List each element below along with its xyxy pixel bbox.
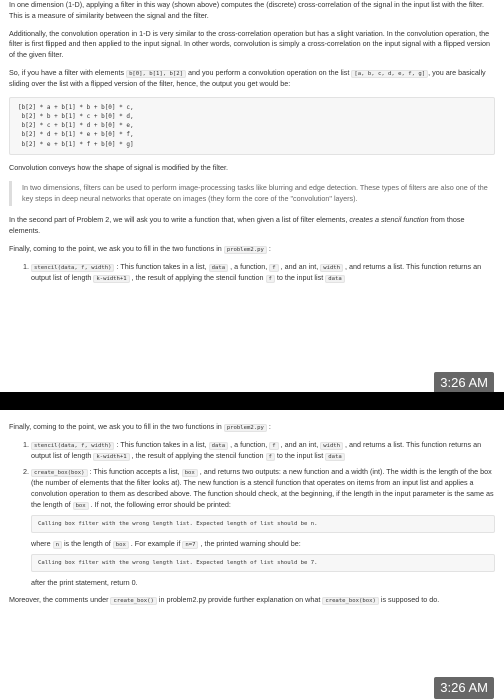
text: is supposed to do. <box>378 594 440 604</box>
intro-paragraph: In one dimension (1-D), applying a filter in this way (shown above) computes the (discrete) cross-correlation of the signal in the input list with the filter. This is a measure of similarity between the signal and the filter. <box>9 0 484 20</box>
after-text: after the print statement, return 0. <box>31 578 138 588</box>
text: : This function takes in a list, <box>114 261 209 271</box>
inline-code: f <box>266 275 275 283</box>
inline-code: box <box>113 541 129 549</box>
text: Finally, coming to the point, we ask you to fill in the two functions in <box>9 244 224 254</box>
text: and you perform a convolution operation on the list <box>185 67 352 77</box>
text: where <box>31 538 53 548</box>
text: , and an int, <box>278 439 321 449</box>
inline-code: data <box>209 442 228 450</box>
inline-code: f <box>269 442 278 450</box>
inline-code: problem2.py <box>224 424 267 432</box>
inline-code: b[0], b[1], b[2] <box>126 70 186 78</box>
text: : <box>266 244 271 254</box>
inline-code: f <box>269 264 278 272</box>
list-item-stencil <box>31 440 495 462</box>
inline-code: create_box() <box>110 597 156 605</box>
function-list <box>9 440 495 589</box>
inline-code: k-width+1 <box>93 275 129 283</box>
inline-code: box <box>182 469 198 477</box>
text: , and returns a list. This function returns an output list of length <box>31 261 482 282</box>
inline-code: k-width+1 <box>93 453 129 461</box>
conveys-paragraph: Convolution conveys how the shape of signal is modified by the filter. <box>9 163 228 173</box>
text: , the printed warning should be: <box>198 538 301 548</box>
inline-code: width <box>320 264 343 272</box>
text: , and returns a list. This function returns an output list of length <box>31 439 482 460</box>
list-item-stencil <box>31 262 495 284</box>
error-message-n: Calling box filter with the wrong length list. Expected length of list should be n. <box>31 515 495 533</box>
inline-code: data <box>325 453 344 461</box>
function-list <box>9 262 495 284</box>
error-message-7: Calling box filter with the wrong length list. Expected length of list should be 7. <box>31 554 495 572</box>
text: : This function takes in a list, <box>114 439 209 449</box>
text: to the input list <box>274 450 326 460</box>
text: is the length of <box>61 538 113 548</box>
text: , and an int, <box>278 261 321 271</box>
inline-code: box <box>73 502 89 510</box>
text: So, if you have a filter with elements <box>9 67 127 77</box>
blockquote: In two dimensions, filters can be used to perform image-processing tasks like blurring and edge detection. These types of filters are also one of the key steps in deep neural networks that operate on images (they form the core of the "convolution" layers). <box>9 181 495 207</box>
text: : <box>266 422 271 431</box>
screenshot-bottom <box>0 410 504 700</box>
text: , you are basically sliding over the list with a flipped version of the filter, hence, the output you get would be: <box>9 67 486 88</box>
code-block: [b[2] * a + b[1] * b + b[0] * c, b[2] * b + b[1] * c + b[0] * d, b[2] * c + b[1] * d + b[0] * e, b[2] * d + b[1] * e + b[0] * f, b[2] * e + b[1] * f + b[0] * g] <box>9 97 495 155</box>
text: . If not, the following error should be printed: <box>88 499 231 509</box>
finally-paragraph <box>9 422 495 433</box>
emphasis: creates a stencil function <box>349 215 429 225</box>
second-part-paragraph <box>9 215 495 237</box>
text: , and returns two outputs: a new function and a width (int). The width is the length of the box (the number of elements that the filter looks at). The new function is a stencil function that operates on items from an input list and applies a convolution operation to them as described above. The function should check, at the beginning, if the length in the input parameter is the same as the length of <box>31 467 494 509</box>
inline-code: data <box>325 275 344 283</box>
moreover-paragraph <box>9 595 495 606</box>
timestamp-overlay: 3:26 AM <box>434 677 494 699</box>
text: In the second part of Problem 2, we will ask you to write a function that, when given a list of filter elements, <box>9 215 350 225</box>
where-text <box>31 539 301 548</box>
filter-paragraph <box>9 68 495 90</box>
inline-code: f <box>266 453 275 461</box>
text: , the result of applying the stencil function <box>129 272 266 282</box>
inline-code: stencil(data, f, width) <box>31 442 114 450</box>
text: Finally, coming to the point, we ask you to fill in the two functions in <box>9 422 224 431</box>
text: , a function, <box>228 439 270 449</box>
list-item-create-box <box>31 467 495 589</box>
text: to the input list <box>274 272 326 282</box>
convolution-paragraph: Additionally, the convolution operation in 1-D is very similar to the cross-correlation operation but has a slight variation. In the convolution operation, the filter is first flipped and then applied to the input signal. In other words, convolution is simply a cross-correlation on the input signal with a flipped version of the given filter. <box>9 28 491 60</box>
screenshot-divider <box>0 392 504 410</box>
inline-code: create_box(box) <box>322 597 379 605</box>
inline-code: stencil(data, f, width) <box>31 264 114 272</box>
text: : This function accepts a list, <box>87 467 182 477</box>
text: , a function, <box>228 261 270 271</box>
inline-code: width <box>320 442 343 450</box>
inline-code: create_box(box) <box>31 469 88 477</box>
content-bottom <box>0 410 504 606</box>
text: , the result of applying the stencil function <box>129 450 266 460</box>
inline-code: n=7 <box>182 541 198 549</box>
text: Moreover, the comments under <box>9 594 111 604</box>
text: . For example if <box>128 538 183 548</box>
inline-code: n <box>53 541 62 549</box>
text: in problem2.py provide further explanation on what <box>156 594 323 604</box>
inline-code: data <box>209 264 228 272</box>
content-top <box>0 0 504 283</box>
finally-paragraph <box>9 244 495 255</box>
timestamp-overlay: 3:26 AM <box>434 372 494 392</box>
inline-code: [a, b, c, d, e, f, g] <box>351 70 428 78</box>
text: from those elements. <box>9 215 465 236</box>
inline-code: problem2.py <box>224 246 267 254</box>
